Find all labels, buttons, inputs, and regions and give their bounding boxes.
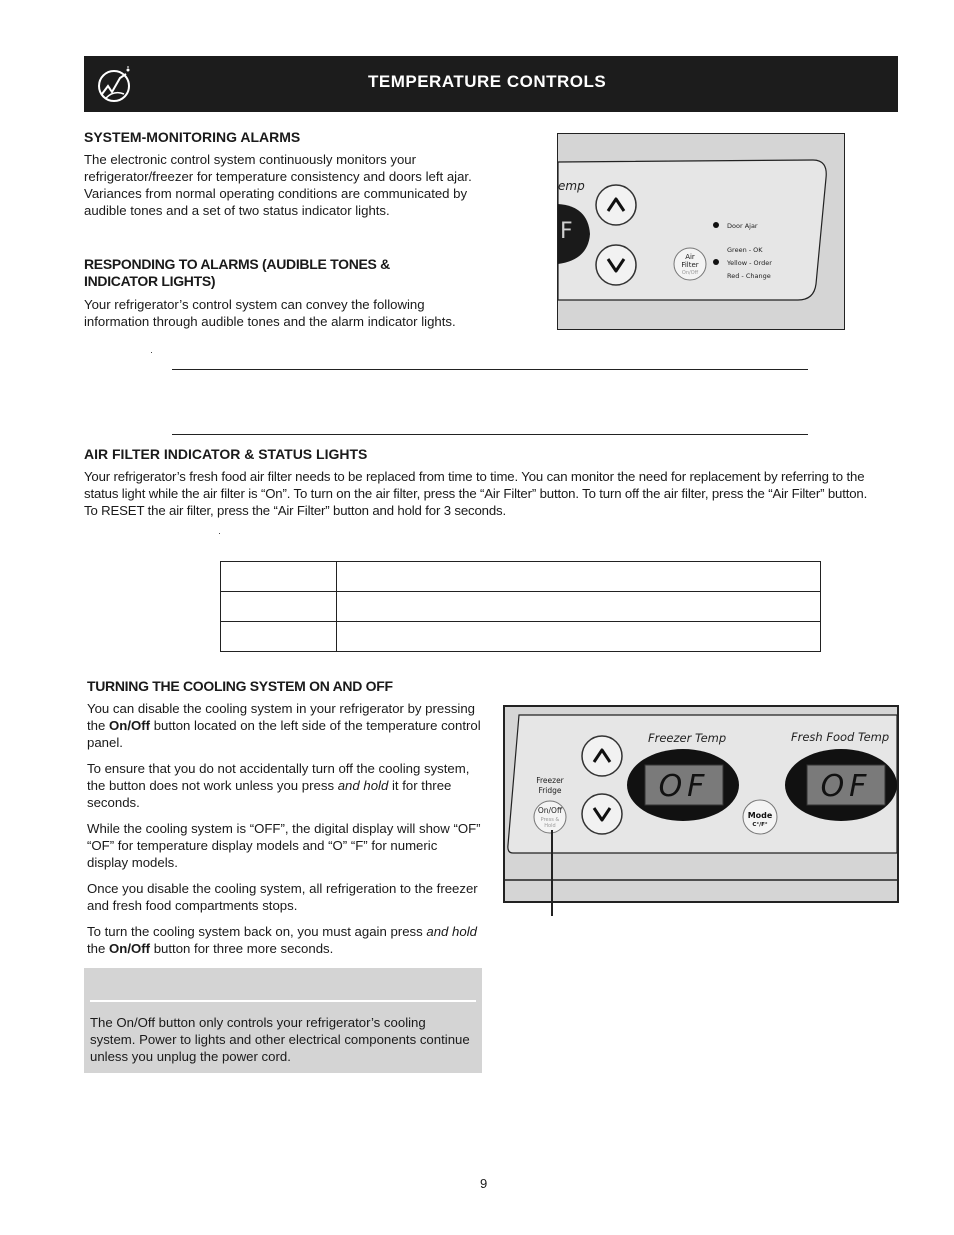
mode-button[interactable] xyxy=(743,800,777,834)
svg-text:Air: Air xyxy=(685,253,695,261)
display-char: F xyxy=(560,219,573,244)
down-arrow-button[interactable] xyxy=(596,245,636,285)
svg-text:Filter: Filter xyxy=(681,261,699,269)
cooling-p2: To ensure that you do not accidentally turn off the cooling system, the button does not work unless you press and hold it for three seconds. xyxy=(87,761,470,810)
freezer-fridge-label-1: Freezer xyxy=(536,776,564,785)
table-cell xyxy=(221,622,337,652)
filter-status-light xyxy=(713,259,719,265)
table-cell xyxy=(337,592,821,622)
svg-text:OF: OF xyxy=(658,769,710,804)
table-cell xyxy=(337,562,821,592)
table-row xyxy=(221,622,821,652)
svg-text:On/Off: On/Off xyxy=(537,806,563,815)
fresh-food-temp-display xyxy=(785,749,897,821)
note-body: The On/Off button only controls your refrigerator’s cooling system. Power to lights and other electrical components continue unless you unplug the power cord. xyxy=(90,1015,470,1064)
status-red: Red - Change xyxy=(727,272,771,280)
air-filter-body: Your refrigerator’s fresh food air filter needs to be replaced from time to time. You can monitor the need for replacement by referring to the status light while the air filter is “On”. To turn on the air filter, press the “Air Filter” button. To turn off the air filter, press the “Air Filter” button. To RESET the air filter, press the “Air Filter” button and hold for 3 seconds. xyxy=(84,469,868,518)
table-cell xyxy=(221,562,337,592)
fresh-food-temp-label: Fresh Food Temp xyxy=(791,730,890,744)
freezer-down-button[interactable] xyxy=(582,794,622,834)
on-off-button[interactable] xyxy=(534,801,566,833)
page-number: 9 xyxy=(480,1176,488,1191)
freezer-up-button[interactable] xyxy=(582,736,622,776)
cooling-p4: Once you disable the cooling system, all refrigeration to the freezer and fresh food compartments stops. xyxy=(87,881,478,913)
thermostat-hand-icon xyxy=(94,64,136,106)
page-title: TEMPERATURE CONTROLS xyxy=(368,72,607,91)
svg-text:Mode: Mode xyxy=(747,811,773,820)
table-cell xyxy=(337,622,821,652)
air-filter-control-panel-figure xyxy=(557,133,845,330)
cooling-p3: While the cooling system is “OFF”, the digital display will show “OF” “OF” for temperature display models and “O” “F” for numeric display models. xyxy=(87,821,481,870)
status-yellow: Yellow - Order xyxy=(727,259,772,267)
status-green: Green - OK xyxy=(727,246,763,254)
table-bottom-rule xyxy=(172,434,808,435)
freezer-temp-label: Freezer Temp xyxy=(648,731,727,745)
svg-text:OF: OF xyxy=(820,769,872,804)
freezer-fridge-label-2: Fridge xyxy=(538,786,562,795)
air-filter-button[interactable] xyxy=(674,248,706,280)
svg-text:Hold: Hold xyxy=(544,823,556,829)
cooling-p1: You can disable the cooling system in your refrigerator by pressing the On/Off button located on the left side of the temperature control panel. xyxy=(87,701,481,750)
table-top-rule xyxy=(172,369,808,370)
responding-heading: RESPONDING TO ALARMS (AUDIBLE TONES & INDICATOR LIGHTS) xyxy=(84,256,390,289)
alarms-body: The electronic control system continuously monitors your refrigerator/freezer for temperature consistency and doors left ajar. Variances from normal operating conditions are communicated by audible tones and a set of two status indicator lights. xyxy=(84,152,472,218)
alarms-heading: SYSTEM-MONITORING ALARMS xyxy=(84,129,301,145)
up-arrow-button[interactable] xyxy=(596,185,636,225)
note-box xyxy=(84,968,482,1073)
dot xyxy=(151,352,152,353)
cooling-control-panel-figure xyxy=(503,705,899,903)
door-ajar-label: Door Ajar xyxy=(727,222,758,230)
cooling-body xyxy=(87,700,481,957)
status-light-table xyxy=(220,561,821,652)
air-filter-heading: AIR FILTER INDICATOR & STATUS LIGHTS xyxy=(84,446,368,462)
table-row xyxy=(221,592,821,622)
callout-line xyxy=(551,830,553,916)
table-cell xyxy=(221,592,337,622)
note-divider xyxy=(90,1000,476,1002)
cooling-heading: TURNING THE COOLING SYSTEM ON AND OFF xyxy=(87,678,393,694)
svg-text:On/Off: On/Off xyxy=(681,270,699,276)
door-ajar-light xyxy=(713,222,719,228)
cooling-p5: To turn the cooling system back on, you must again press and hold the On/Off button for three more seconds. xyxy=(87,924,477,956)
freezer-temp-display xyxy=(627,749,739,821)
svg-text:C°/F°: C°/F° xyxy=(752,822,768,828)
temp-label: emp xyxy=(558,179,585,193)
dot xyxy=(219,533,220,534)
responding-body: Your refrigerator’s control system can convey the following information through audible tones and the alarm indicator lights. xyxy=(84,297,456,329)
svg-text:Press &: Press & xyxy=(540,817,560,823)
table-row xyxy=(221,562,821,592)
